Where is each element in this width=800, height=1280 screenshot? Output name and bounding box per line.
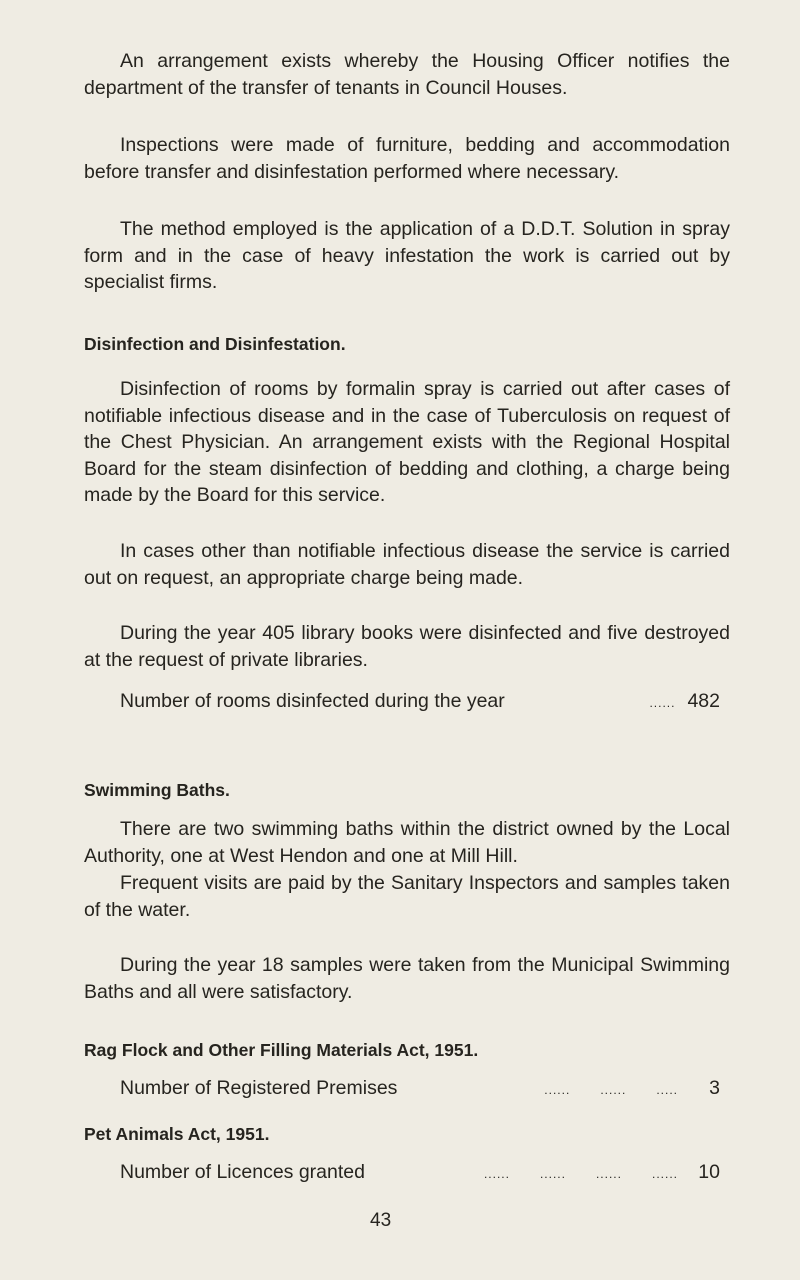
paragraph-other-cases: In cases other than notifiable infectious disease the service is carried out on request, an appropriate charge being made. — [84, 540, 730, 589]
paragraph-samples: During the year 18 samples were taken from the Municipal Swimming Baths and all were satisfactory. — [84, 954, 730, 1003]
heading-disinfection: Disinfection and Disinfestation. — [84, 334, 346, 354]
paragraph-frequent-visits: Frequent visits are paid by the Sanitary Inspectors and samples taken of the water. — [84, 872, 730, 921]
leader-dots: ...... ...... ...... ...... — [483, 1167, 678, 1181]
page-number: 43 — [370, 1210, 392, 1231]
leader-dots: ...... ...... ..... — [544, 1083, 678, 1097]
stat-label: Number of Registered Premises — [120, 1077, 398, 1099]
paragraph-ddt-method: The method employed is the application of a D.D.T. Solution in spray form and in the case of heavy infestation the work is carried out by specialist firms. — [84, 218, 730, 293]
heading-pet-animals-act: Pet Animals Act, 1951. — [84, 1124, 270, 1144]
stat-value: 10 — [698, 1161, 720, 1183]
paragraph-housing-officer: An arrangement exists whereby the Housing Officer notifies the department of the transfer of tenants in Council Houses. — [84, 50, 730, 99]
stat-label: Number of Licences granted — [120, 1161, 365, 1183]
stat-value: 3 — [709, 1077, 720, 1099]
heading-swimming-baths: Swimming Baths. — [84, 780, 230, 800]
paragraph-library-books: During the year 405 library books were disinfected and five destroyed at the request of private libraries. — [84, 622, 730, 671]
paragraph-inspections: Inspections were made of furniture, bedding and accommodation before transfer and disinfestation performed where necessary. — [84, 134, 730, 183]
stat-licences-granted — [120, 1161, 720, 1184]
stat-label: Number of rooms disinfected during the year — [120, 690, 505, 712]
leader-dots: ...... — [649, 696, 676, 710]
paragraph-formalin-spray: Disinfection of rooms by formalin spray is carried out after cases of notifiable infectious disease and in the case of Tuberculosis on request of the Chest Physician. An arrangement exists with the Regional Hospital Board for the steam disinfection of bedding and clothing, a charge being made by the Board for this service. — [84, 378, 730, 506]
stat-rooms-disinfected — [120, 690, 720, 713]
heading-rag-flock-act: Rag Flock and Other Filling Materials Act, 1951. — [84, 1040, 479, 1060]
stat-registered-premises — [120, 1077, 720, 1100]
paragraph-two-baths: There are two swimming baths within the district owned by the Local Authority, one at West Hendon and one at Mill Hill. — [84, 818, 730, 867]
stat-value: 482 — [687, 690, 720, 712]
